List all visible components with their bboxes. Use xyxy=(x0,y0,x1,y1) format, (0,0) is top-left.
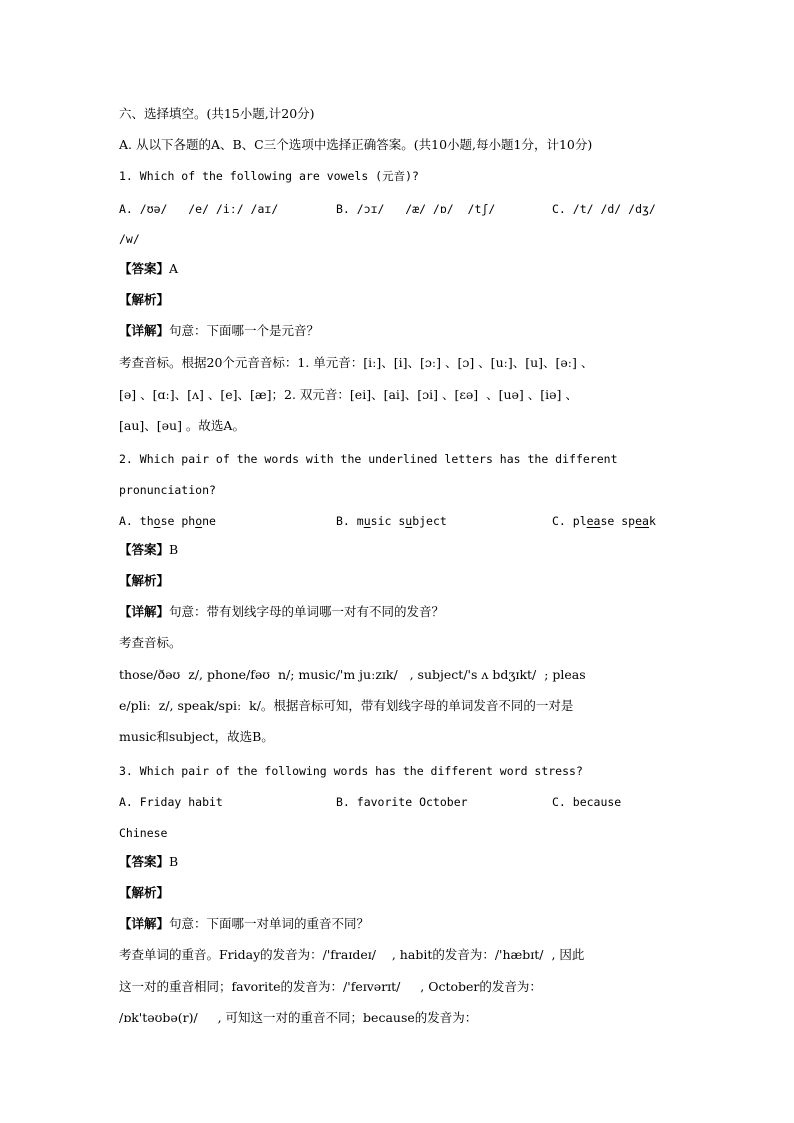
q2-detail-line xyxy=(119,604,444,620)
q2-answer: B xyxy=(169,542,179,557)
q2-answer-line xyxy=(119,542,178,558)
q3-detail-line xyxy=(119,916,369,932)
q3-option-c-cont: Chinese xyxy=(119,826,168,840)
detail-label: 【详解】 xyxy=(119,323,170,338)
q3-stem: 3. Which pair of the following words has the different word stress? xyxy=(119,764,583,778)
q2-analysis-label: 【解析】 xyxy=(119,573,170,588)
q2-stem-1: 2. Which pair of the words with the underlined letters has the different xyxy=(119,452,618,466)
q1-stem: 1. Which of the following are vowels (元音)? xyxy=(119,169,419,183)
q2-option-a: A. those phone xyxy=(119,514,216,528)
answer-label: 【答案】 xyxy=(119,542,170,557)
q3-answer: B xyxy=(169,854,179,869)
q3-explain-3: /ɒk'təʊbə(r)/ , 可知这一对的重音不同；because的发音为： xyxy=(119,1010,478,1025)
q3-explain-1: 考查单词的重音。Friday的发音为：/'fraɪdeɪ/ , habit的发音为：/'hæbɪt/ , 因此 xyxy=(119,947,585,962)
section-title: 六、选择填空。(共15小题,计20分) xyxy=(119,106,315,121)
q1-explain-3: [au]、[əu] 。故选A。 xyxy=(119,418,245,433)
q2-explain-4: music和subject，故选B。 xyxy=(119,729,274,744)
q1-option-c: C. /t/ /d/ /dʒ/ xyxy=(552,202,656,216)
answer-label: 【答案】 xyxy=(119,854,170,869)
q1-analysis-label: 【解析】 xyxy=(119,292,170,307)
q1-option-b: B. /ɔɪ/ /æ/ /ɒ/ /tʃ/ xyxy=(336,202,496,216)
q1-explain-1: 考查音标。根据20个元音音标：1. 单元音：[iː]、[i]、[ɔː] 、[ɔ] 、[uː]、[u]、[əː] 、 xyxy=(119,355,594,370)
q1-answer: A xyxy=(169,261,179,276)
q2-explain-3: e/pliː z/, speak/spiː k/。根据音标可知，带有划线字母的单词发音不同的一对是 xyxy=(119,698,574,713)
q2-explain-2: those/ðəʊ z/, phone/fəʊ n/; music/'m juːzɪk/ , subject/'s ʌ bdʒɪkt/ ; pleas xyxy=(119,667,586,682)
q3-option-c: C. because xyxy=(552,795,622,809)
q2-option-c: C. please speak xyxy=(552,514,656,528)
q3-option-b: B. favorite October xyxy=(336,795,468,809)
q3-detail-text: 句意：下面哪一对单词的重音不同？ xyxy=(169,916,370,931)
q1-explain-2: [ə] 、[ɑː]、[ʌ] 、[e]、[æ]；2. 双元音：[ei]、[ai]、[ɔi] 、[εə] 、[uə] 、[iə] 、 xyxy=(119,387,578,402)
q1-answer-line xyxy=(119,261,178,277)
q1-option-a: A. /ʊə/ /e/ /iː/ /aɪ/ xyxy=(119,202,279,216)
q1-option-c-cont: /w/ xyxy=(119,232,140,246)
detail-label: 【详解】 xyxy=(119,916,170,931)
q3-option-a: A. Friday habit xyxy=(119,795,223,809)
q2-option-b: B. music subject xyxy=(336,514,447,528)
answer-label: 【答案】 xyxy=(119,261,170,276)
q3-answer-line xyxy=(119,854,178,870)
q1-detail-text: 句意：下面哪一个是元音？ xyxy=(169,323,320,338)
part-a-instruction: A. 从以下各题的A、B、C三个选项中选择正确答案。(共10小题,每小题1分，计10分) xyxy=(119,137,593,152)
q3-analysis-label: 【解析】 xyxy=(119,885,170,900)
q3-explain-2: 这一对的重音相同；favorite的发音为：/'feɪvərɪt/ , October的发音为： xyxy=(119,979,542,994)
q2-explain-1: 考查音标。 xyxy=(119,635,182,650)
q2-stem-2: pronunciation? xyxy=(119,483,216,497)
q2-detail-text: 句意：带有划线字母的单词哪一对有不同的发音？ xyxy=(169,604,445,619)
q1-detail-line xyxy=(119,323,319,339)
detail-label: 【详解】 xyxy=(119,604,170,619)
